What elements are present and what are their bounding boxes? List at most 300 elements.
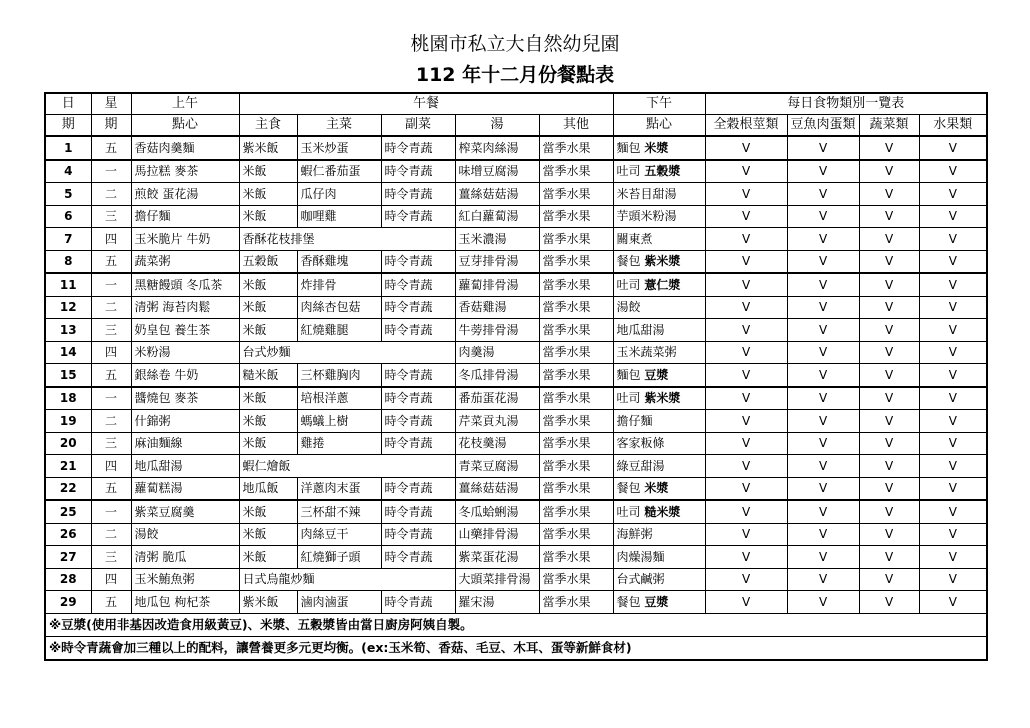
table-row [45, 591, 987, 614]
am-snack-cell: 湯餃 [131, 523, 239, 546]
staple-cell: 米飯 [239, 296, 297, 319]
header-other: 其他 [539, 115, 613, 137]
lunch-combined-cell: 台式炒麵 [239, 341, 455, 364]
weekday-cell: 四 [91, 568, 131, 591]
pm-snack-cell [613, 432, 705, 455]
table-row [45, 546, 987, 569]
soup-cell: 大頭菜排骨湯 [455, 568, 539, 591]
staple-cell: 紫米飯 [239, 591, 297, 614]
protein-check: V [787, 546, 859, 569]
main-dish-cell: 玉米炒蛋 [297, 136, 381, 160]
am-snack-cell: 什錦粥 [131, 410, 239, 433]
other-cell: 當季水果 [539, 477, 613, 500]
side-dish-cell: 時令青蔬 [381, 591, 455, 614]
table-row [45, 364, 987, 387]
header-row-2 [45, 115, 987, 137]
fruit-check: V [919, 205, 987, 228]
day-cell: 4 [45, 160, 91, 183]
table-row [45, 228, 987, 251]
header-day-2: 期 [45, 115, 91, 137]
meal-rows [45, 136, 987, 613]
pm-drink-text: 五穀漿 [644, 164, 681, 179]
fruit-check: V [919, 319, 987, 342]
other-cell: 當季水果 [539, 228, 613, 251]
main-dish-cell: 三杯甜不辣 [297, 500, 381, 523]
grains-check: V [705, 273, 787, 296]
other-cell: 當季水果 [539, 432, 613, 455]
soup-cell: 紫菜蛋花湯 [455, 546, 539, 569]
weekday-cell: 二 [91, 410, 131, 433]
other-cell: 當季水果 [539, 250, 613, 273]
other-cell: 當季水果 [539, 410, 613, 433]
soup-cell: 青菜豆腐湯 [455, 455, 539, 478]
am-snack-cell: 煎餃 蛋花湯 [131, 183, 239, 206]
fruit-check: V [919, 296, 987, 319]
am-snack-cell: 醬燒包 麥茶 [131, 387, 239, 410]
header-lunch: 午餐 [239, 93, 613, 115]
main-dish-cell: 螞蟻上樹 [297, 410, 381, 433]
day-cell: 18 [45, 387, 91, 410]
grains-check: V [705, 136, 787, 160]
header-am: 上午 [131, 93, 239, 115]
note-vegetables: ※時令青蔬會加三種以上的配料，讓營養更多元更均衡。(ex:玉米筍、香菇、毛豆、木耳、蛋等新鮮食材) [45, 636, 987, 660]
weekday-cell: 三 [91, 205, 131, 228]
weekday-cell: 二 [91, 523, 131, 546]
protein-check: V [787, 364, 859, 387]
day-cell: 13 [45, 319, 91, 342]
other-cell: 當季水果 [539, 455, 613, 478]
pm-snack-cell [613, 477, 705, 500]
soup-cell: 肉羹湯 [455, 341, 539, 364]
pm-snack-cell [613, 455, 705, 478]
veg-check: V [859, 591, 919, 614]
pm-snack-text: 湯餃 [616, 300, 641, 315]
am-snack-cell: 玉米脆片 牛奶 [131, 228, 239, 251]
pm-drink-text: 米漿 [644, 481, 669, 496]
weekday-cell: 五 [91, 250, 131, 273]
table-row [45, 273, 987, 296]
grains-check: V [705, 319, 787, 342]
pm-snack-text: 吐司 [616, 504, 641, 519]
weekday-cell: 一 [91, 500, 131, 523]
pm-snack-text: 關東煮 [616, 231, 653, 246]
grains-check: V [705, 228, 787, 251]
protein-check: V [787, 455, 859, 478]
pm-snack-text: 米苔目甜湯 [616, 186, 677, 201]
meal-table [44, 92, 988, 661]
veg-check: V [859, 523, 919, 546]
pm-snack-text: 吐司 [616, 164, 641, 179]
other-cell: 當季水果 [539, 273, 613, 296]
fruit-check: V [919, 546, 987, 569]
day-cell: 7 [45, 228, 91, 251]
note-row-1 [45, 613, 987, 636]
pm-snack-cell [613, 319, 705, 342]
fruit-check: V [919, 500, 987, 523]
pm-snack-cell [613, 273, 705, 296]
fruit-check: V [919, 273, 987, 296]
weekday-cell: 五 [91, 591, 131, 614]
weekday-cell: 五 [91, 136, 131, 160]
pm-snack-text: 客家粄條 [616, 436, 665, 451]
staple-cell: 米飯 [239, 432, 297, 455]
veg-check: V [859, 432, 919, 455]
lunch-combined-cell: 香酥花枝排堡 [239, 228, 455, 251]
table-row [45, 250, 987, 273]
side-dish-cell: 時令青蔬 [381, 523, 455, 546]
weekday-cell: 四 [91, 341, 131, 364]
side-dish-cell: 時令青蔬 [381, 250, 455, 273]
protein-check: V [787, 205, 859, 228]
pm-snack-text: 海鮮粥 [616, 527, 653, 542]
other-cell: 當季水果 [539, 387, 613, 410]
weekday-cell: 五 [91, 477, 131, 500]
other-cell: 當季水果 [539, 523, 613, 546]
soup-cell: 紅白蘿蔔湯 [455, 205, 539, 228]
day-cell: 22 [45, 477, 91, 500]
fruit-check: V [919, 183, 987, 206]
header-veg: 蔬菜類 [859, 115, 919, 137]
soup-cell: 羅宋湯 [455, 591, 539, 614]
other-cell: 當季水果 [539, 591, 613, 614]
note-soy-milk: ※豆漿(使用非基因改造食用級黃豆)、米漿、五穀漿皆由當日廚房阿姨自製。 [45, 613, 987, 636]
pm-drink-text: 米漿 [644, 140, 669, 155]
other-cell: 當季水果 [539, 341, 613, 364]
soup-cell: 玉米濃湯 [455, 228, 539, 251]
veg-check: V [859, 546, 919, 569]
pm-drink-text: 豆漿 [644, 594, 669, 609]
main-dish-cell: 培根洋蔥 [297, 387, 381, 410]
pm-snack-cell [613, 341, 705, 364]
table-row [45, 183, 987, 206]
soup-cell: 冬瓜蛤蜊湯 [455, 500, 539, 523]
day-cell: 29 [45, 591, 91, 614]
am-snack-cell: 玉米鮪魚粥 [131, 568, 239, 591]
other-cell: 當季水果 [539, 205, 613, 228]
weekday-cell: 三 [91, 319, 131, 342]
am-snack-cell: 米粉湯 [131, 341, 239, 364]
side-dish-cell: 時令青蔬 [381, 546, 455, 569]
protein-check: V [787, 341, 859, 364]
staple-cell: 米飯 [239, 183, 297, 206]
pm-snack-cell [613, 136, 705, 160]
main-dish-cell: 咖哩雞 [297, 205, 381, 228]
weekday-cell: 四 [91, 455, 131, 478]
veg-check: V [859, 364, 919, 387]
staple-cell: 米飯 [239, 160, 297, 183]
table-row [45, 455, 987, 478]
soup-cell: 味增豆腐湯 [455, 160, 539, 183]
soup-cell: 薑絲菇菇湯 [455, 477, 539, 500]
soup-cell: 牛蒡排骨湯 [455, 319, 539, 342]
soup-cell: 薑絲菇菇湯 [455, 183, 539, 206]
veg-check: V [859, 250, 919, 273]
other-cell: 當季水果 [539, 568, 613, 591]
pm-snack-text: 麵包 [616, 140, 641, 155]
staple-cell: 米飯 [239, 523, 297, 546]
side-dish-cell: 時令青蔬 [381, 477, 455, 500]
am-snack-cell: 地瓜甜湯 [131, 455, 239, 478]
am-snack-cell: 奶皇包 養生茶 [131, 319, 239, 342]
pm-snack-text: 地瓜甜湯 [616, 322, 665, 337]
am-snack-cell: 黑糖饅頭 冬瓜茶 [131, 273, 239, 296]
day-cell: 6 [45, 205, 91, 228]
header-side: 副菜 [381, 115, 455, 137]
veg-check: V [859, 341, 919, 364]
day-cell: 5 [45, 183, 91, 206]
school-name: 桃園市私立大自然幼兒園 [410, 33, 620, 55]
am-snack-cell: 清粥 脆瓜 [131, 546, 239, 569]
soup-cell: 花枝羹湯 [455, 432, 539, 455]
am-snack-cell: 馬拉糕 麥茶 [131, 160, 239, 183]
pm-snack-cell [613, 410, 705, 433]
header-pm-2: 點心 [613, 115, 705, 137]
header-protein: 豆魚肉蛋類 [787, 115, 859, 137]
veg-check: V [859, 205, 919, 228]
pm-drink-text: 豆漿 [644, 367, 669, 382]
day-cell: 11 [45, 273, 91, 296]
header-food-group: 每日食物類別一覽表 [705, 93, 987, 115]
side-dish-cell: 時令青蔬 [381, 319, 455, 342]
am-snack-cell: 清粥 海苔肉鬆 [131, 296, 239, 319]
protein-check: V [787, 591, 859, 614]
protein-check: V [787, 432, 859, 455]
pm-snack-text: 餐包 [616, 254, 641, 269]
veg-check: V [859, 500, 919, 523]
weekday-cell: 三 [91, 546, 131, 569]
lunch-combined-cell: 蝦仁燴飯 [239, 455, 455, 478]
side-dish-cell: 時令青蔬 [381, 364, 455, 387]
main-dish-cell: 紅燒雞腿 [297, 319, 381, 342]
day-cell: 12 [45, 296, 91, 319]
table-row [45, 205, 987, 228]
weekday-cell: 一 [91, 387, 131, 410]
am-snack-cell: 蔬菜粥 [131, 250, 239, 273]
pm-snack-text: 芋頭米粉湯 [616, 209, 677, 224]
am-snack-cell: 蘿蔔糕湯 [131, 477, 239, 500]
main-dish-cell: 雞捲 [297, 432, 381, 455]
protein-check: V [787, 410, 859, 433]
lunch-combined-cell: 日式烏龍炒麵 [239, 568, 455, 591]
table-row [45, 523, 987, 546]
fruit-check: V [919, 387, 987, 410]
pm-snack-cell [613, 546, 705, 569]
protein-check: V [787, 500, 859, 523]
header-row-1 [45, 93, 987, 115]
veg-check: V [859, 455, 919, 478]
table-row [45, 568, 987, 591]
soup-cell: 山藥排骨湯 [455, 523, 539, 546]
pm-snack-cell [613, 591, 705, 614]
fruit-check: V [919, 136, 987, 160]
day-cell: 20 [45, 432, 91, 455]
day-cell: 27 [45, 546, 91, 569]
main-dish-cell: 三杯雞胸肉 [297, 364, 381, 387]
day-cell: 19 [45, 410, 91, 433]
grains-check: V [705, 387, 787, 410]
menu-title: 112 年十二月份餐點表 [415, 64, 615, 86]
protein-check: V [787, 273, 859, 296]
fruit-check: V [919, 160, 987, 183]
am-snack-cell: 地瓜包 枸杞茶 [131, 591, 239, 614]
veg-check: V [859, 410, 919, 433]
protein-check: V [787, 160, 859, 183]
grains-check: V [705, 364, 787, 387]
veg-check: V [859, 319, 919, 342]
side-dish-cell: 時令青蔬 [381, 296, 455, 319]
day-cell: 25 [45, 500, 91, 523]
staple-cell: 米飯 [239, 319, 297, 342]
main-dish-cell: 肉絲豆干 [297, 523, 381, 546]
side-dish-cell: 時令青蔬 [381, 387, 455, 410]
other-cell: 當季水果 [539, 296, 613, 319]
pm-snack-cell [613, 183, 705, 206]
am-snack-cell: 銀絲卷 牛奶 [131, 364, 239, 387]
grains-check: V [705, 455, 787, 478]
main-dish-cell: 肉絲杏包菇 [297, 296, 381, 319]
header-fruit: 水果類 [919, 115, 987, 137]
am-snack-cell: 紫菜豆腐羹 [131, 500, 239, 523]
pm-snack-text: 台式鹹粥 [616, 572, 665, 587]
veg-check: V [859, 477, 919, 500]
table-row [45, 387, 987, 410]
grains-check: V [705, 568, 787, 591]
protein-check: V [787, 477, 859, 500]
grains-check: V [705, 160, 787, 183]
table-row [45, 136, 987, 160]
day-cell: 1 [45, 136, 91, 160]
other-cell: 當季水果 [539, 500, 613, 523]
weekday-cell: 五 [91, 364, 131, 387]
side-dish-cell: 時令青蔬 [381, 500, 455, 523]
main-dish-cell: 瓜仔肉 [297, 183, 381, 206]
grains-check: V [705, 183, 787, 206]
side-dish-cell: 時令青蔬 [381, 205, 455, 228]
fruit-check: V [919, 341, 987, 364]
pm-snack-text: 吐司 [616, 277, 641, 292]
other-cell: 當季水果 [539, 136, 613, 160]
header-week-2: 期 [91, 115, 131, 137]
side-dish-cell: 時令青蔬 [381, 410, 455, 433]
header-main: 主菜 [297, 115, 381, 137]
other-cell: 當季水果 [539, 546, 613, 569]
fruit-check: V [919, 432, 987, 455]
pm-drink-text: 紫米漿 [644, 254, 681, 269]
fruit-check: V [919, 591, 987, 614]
other-cell: 當季水果 [539, 183, 613, 206]
staple-cell: 米飯 [239, 273, 297, 296]
main-dish-cell: 蝦仁番茄蛋 [297, 160, 381, 183]
grains-check: V [705, 591, 787, 614]
main-dish-cell: 洋蔥肉末蛋 [297, 477, 381, 500]
header-pm: 下午 [613, 93, 705, 115]
am-snack-cell: 麻油麵線 [131, 432, 239, 455]
veg-check: V [859, 183, 919, 206]
pm-snack-cell [613, 296, 705, 319]
staple-cell: 地瓜飯 [239, 477, 297, 500]
table-row [45, 160, 987, 183]
protein-check: V [787, 523, 859, 546]
table-row [45, 319, 987, 342]
other-cell: 當季水果 [539, 364, 613, 387]
soup-cell: 芹菜貢丸湯 [455, 410, 539, 433]
day-cell: 28 [45, 568, 91, 591]
table-row [45, 341, 987, 364]
grains-check: V [705, 205, 787, 228]
protein-check: V [787, 296, 859, 319]
side-dish-cell: 時令青蔬 [381, 432, 455, 455]
protein-check: V [787, 183, 859, 206]
weekday-cell: 二 [91, 183, 131, 206]
protein-check: V [787, 228, 859, 251]
pm-snack-cell [613, 364, 705, 387]
grains-check: V [705, 341, 787, 364]
other-cell: 當季水果 [539, 160, 613, 183]
weekday-cell: 一 [91, 160, 131, 183]
grains-check: V [705, 500, 787, 523]
day-cell: 8 [45, 250, 91, 273]
pm-snack-text: 肉燥湯麵 [616, 549, 665, 564]
pm-snack-cell [613, 523, 705, 546]
pm-drink-text: 糙米漿 [644, 504, 681, 519]
staple-cell: 五穀飯 [239, 250, 297, 273]
main-dish-cell: 滷肉滷蛋 [297, 591, 381, 614]
header-grains: 全穀根莖類 [705, 115, 787, 137]
veg-check: V [859, 387, 919, 410]
fruit-check: V [919, 250, 987, 273]
am-snack-cell: 擔仔麵 [131, 205, 239, 228]
staple-cell: 米飯 [239, 410, 297, 433]
staple-cell: 米飯 [239, 205, 297, 228]
staple-cell: 米飯 [239, 500, 297, 523]
soup-cell: 蘿蔔排骨湯 [455, 273, 539, 296]
main-dish-cell: 紅燒獅子頭 [297, 546, 381, 569]
pm-snack-text: 餐包 [616, 594, 641, 609]
table-row [45, 500, 987, 523]
soup-cell: 冬瓜排骨湯 [455, 364, 539, 387]
am-snack-cell: 香菇肉羹麵 [131, 136, 239, 160]
veg-check: V [859, 160, 919, 183]
soup-cell: 香菇雞湯 [455, 296, 539, 319]
veg-check: V [859, 568, 919, 591]
soup-cell: 豆芽排骨湯 [455, 250, 539, 273]
staple-cell: 糙米飯 [239, 364, 297, 387]
pm-snack-text: 玉米蔬菜粥 [616, 345, 677, 360]
veg-check: V [859, 136, 919, 160]
other-cell: 當季水果 [539, 319, 613, 342]
veg-check: V [859, 296, 919, 319]
pm-snack-text: 餐包 [616, 481, 641, 496]
note-row-2 [45, 636, 987, 660]
grains-check: V [705, 523, 787, 546]
side-dish-cell: 時令青蔬 [381, 160, 455, 183]
veg-check: V [859, 273, 919, 296]
fruit-check: V [919, 523, 987, 546]
header-staple: 主食 [239, 115, 297, 137]
main-dish-cell: 香酥雞塊 [297, 250, 381, 273]
pm-snack-text: 綠豆甜湯 [616, 458, 665, 473]
pm-snack-cell [613, 500, 705, 523]
day-cell: 14 [45, 341, 91, 364]
staple-cell: 米飯 [239, 546, 297, 569]
header-day: 日 [45, 93, 91, 115]
table-row [45, 432, 987, 455]
protein-check: V [787, 136, 859, 160]
header-am-2: 點心 [131, 115, 239, 137]
day-cell: 26 [45, 523, 91, 546]
staple-cell: 紫米飯 [239, 136, 297, 160]
pm-snack-cell [613, 568, 705, 591]
